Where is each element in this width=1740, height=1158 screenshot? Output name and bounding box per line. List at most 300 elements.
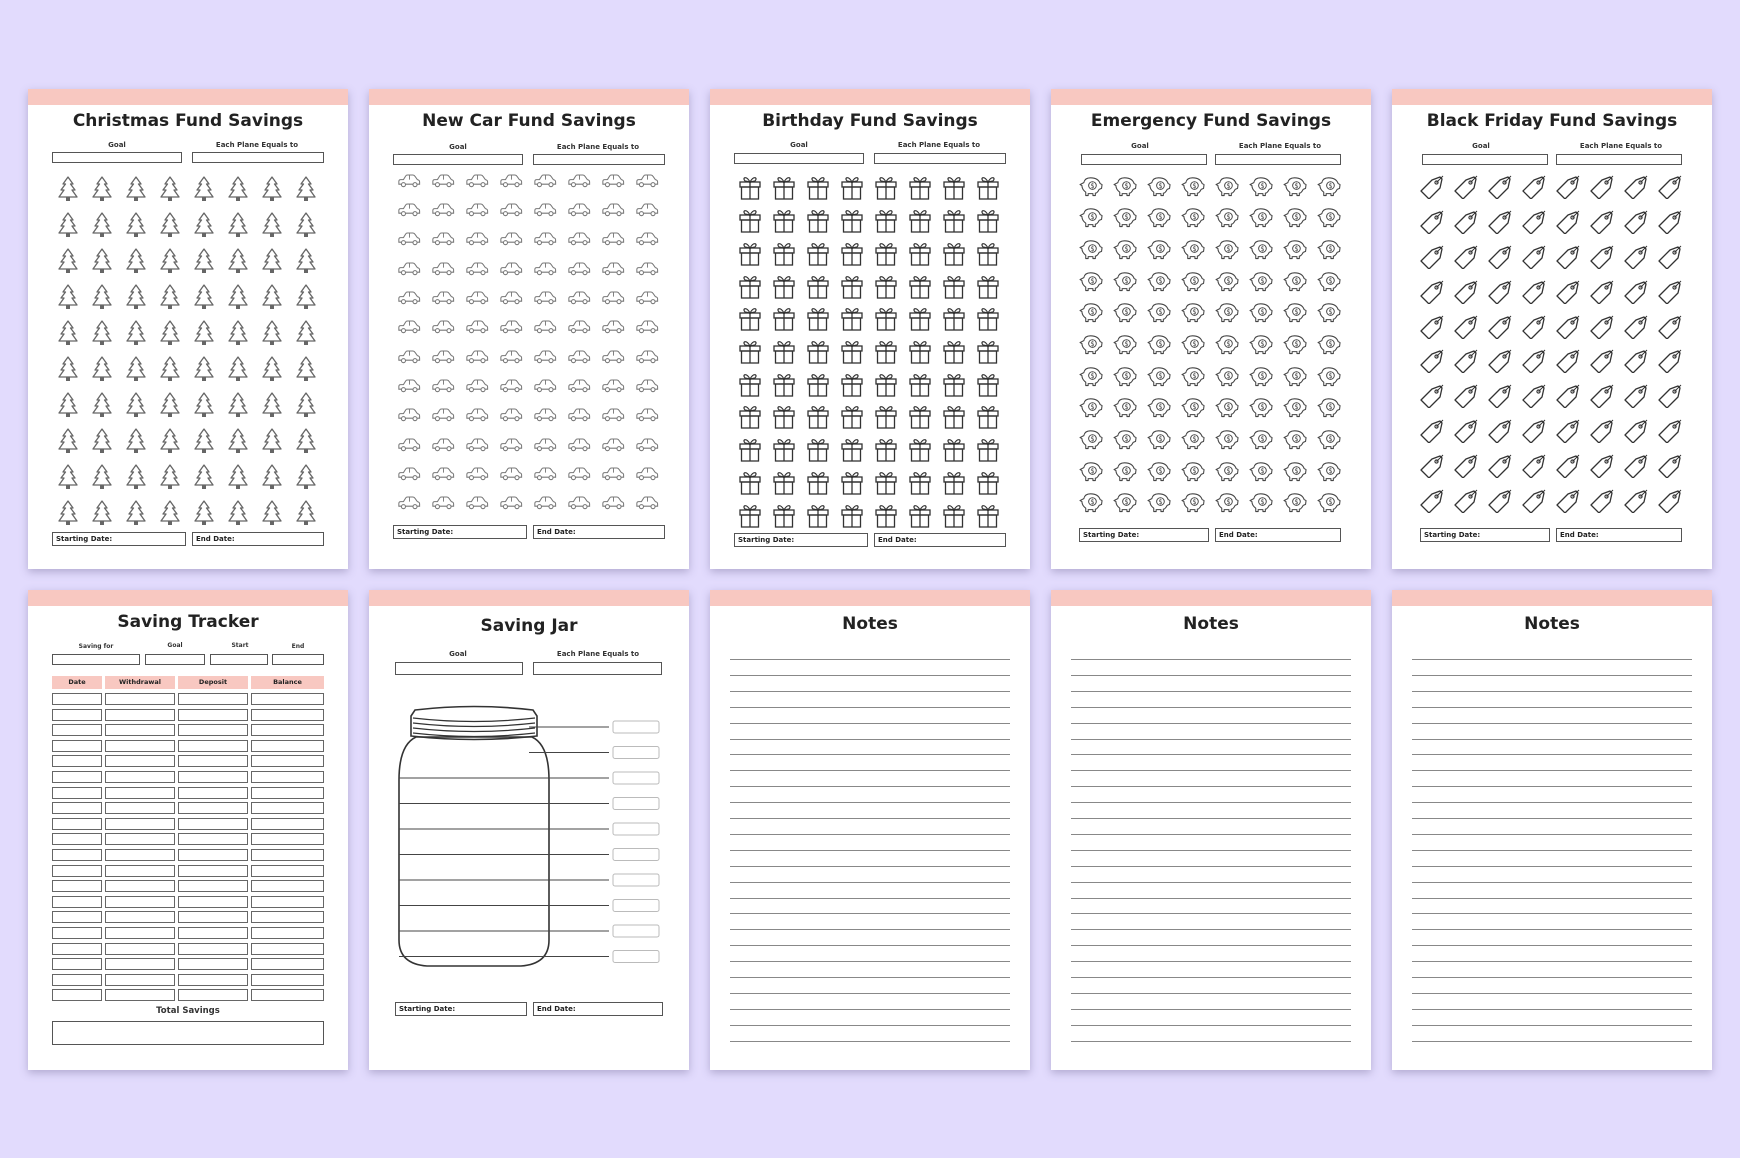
car-icon[interactable] (397, 261, 423, 287)
end-date-field[interactable]: End Date: (874, 533, 1006, 547)
note-line[interactable] (1071, 754, 1351, 755)
car-icon[interactable] (635, 349, 661, 375)
price-tag-icon[interactable] (1556, 489, 1582, 515)
table-cell[interactable] (251, 989, 324, 1001)
car-icon[interactable] (601, 437, 627, 463)
gift-box-icon[interactable] (976, 436, 1002, 462)
christmas-tree-icon[interactable] (192, 392, 218, 418)
gift-box-icon[interactable] (840, 305, 866, 331)
gift-box-icon[interactable] (840, 371, 866, 397)
christmas-tree-icon[interactable] (226, 464, 252, 490)
price-tag-icon[interactable] (1420, 210, 1446, 236)
table-cell[interactable] (251, 865, 324, 877)
note-line[interactable] (1412, 675, 1692, 676)
table-cell[interactable] (178, 802, 248, 814)
piggy-bank-icon[interactable] (1283, 490, 1309, 516)
piggy-bank-icon[interactable] (1317, 490, 1343, 516)
car-icon[interactable] (533, 495, 559, 521)
piggy-bank-icon[interactable] (1317, 364, 1343, 390)
table-cell[interactable] (52, 943, 102, 955)
price-tag-icon[interactable] (1556, 454, 1582, 480)
car-icon[interactable] (397, 349, 423, 375)
price-tag-icon[interactable] (1658, 489, 1684, 515)
christmas-tree-icon[interactable] (294, 212, 320, 238)
note-line[interactable] (1071, 1025, 1351, 1026)
gift-box-icon[interactable] (976, 174, 1002, 200)
gift-box-icon[interactable] (738, 338, 764, 364)
car-icon[interactable] (533, 407, 559, 433)
note-line[interactable] (730, 770, 1010, 771)
christmas-tree-icon[interactable] (158, 212, 184, 238)
price-tag-icon[interactable] (1658, 384, 1684, 410)
note-line[interactable] (1412, 882, 1692, 883)
price-tag-icon[interactable] (1624, 280, 1650, 306)
gift-box-icon[interactable] (976, 240, 1002, 266)
piggy-bank-icon[interactable] (1249, 174, 1275, 200)
price-tag-icon[interactable] (1658, 210, 1684, 236)
car-icon[interactable] (397, 495, 423, 521)
note-line[interactable] (1071, 770, 1351, 771)
car-icon[interactable] (567, 261, 593, 287)
note-line[interactable] (1071, 675, 1351, 676)
christmas-tree-icon[interactable] (158, 248, 184, 274)
christmas-tree-icon[interactable] (158, 500, 184, 526)
christmas-tree-icon[interactable] (260, 500, 286, 526)
christmas-tree-icon[interactable] (192, 248, 218, 274)
gift-box-icon[interactable] (942, 207, 968, 233)
piggy-bank-icon[interactable] (1181, 205, 1207, 231)
car-icon[interactable] (499, 261, 525, 287)
gift-box-icon[interactable] (772, 240, 798, 266)
gift-box-icon[interactable] (738, 469, 764, 495)
gift-box-icon[interactable] (908, 502, 934, 528)
piggy-bank-icon[interactable] (1181, 174, 1207, 200)
piggy-bank-icon[interactable] (1215, 174, 1241, 200)
price-tag-icon[interactable] (1556, 384, 1582, 410)
christmas-tree-icon[interactable] (158, 428, 184, 454)
christmas-tree-icon[interactable] (124, 392, 150, 418)
gift-box-icon[interactable] (942, 469, 968, 495)
piggy-bank-icon[interactable] (1147, 174, 1173, 200)
car-icon[interactable] (567, 437, 593, 463)
note-line[interactable] (730, 691, 1010, 692)
christmas-tree-icon[interactable] (158, 176, 184, 202)
piggy-bank-icon[interactable] (1079, 364, 1105, 390)
plane-field[interactable] (1556, 154, 1682, 165)
price-tag-icon[interactable] (1624, 315, 1650, 341)
price-tag-icon[interactable] (1488, 280, 1514, 306)
car-icon[interactable] (601, 349, 627, 375)
car-icon[interactable] (431, 407, 457, 433)
gift-box-icon[interactable] (874, 240, 900, 266)
christmas-tree-icon[interactable] (294, 248, 320, 274)
note-line[interactable] (1071, 707, 1351, 708)
piggy-bank-icon[interactable] (1215, 490, 1241, 516)
christmas-tree-icon[interactable] (192, 284, 218, 310)
christmas-tree-icon[interactable] (90, 464, 116, 490)
piggy-bank-icon[interactable] (1215, 269, 1241, 295)
price-tag-icon[interactable] (1590, 315, 1616, 341)
car-icon[interactable] (465, 202, 491, 228)
christmas-tree-icon[interactable] (56, 428, 82, 454)
christmas-tree-icon[interactable] (192, 212, 218, 238)
note-line[interactable] (730, 866, 1010, 867)
note-line[interactable] (1412, 1041, 1692, 1042)
price-tag-icon[interactable] (1420, 419, 1446, 445)
gift-box-icon[interactable] (806, 436, 832, 462)
car-icon[interactable] (601, 378, 627, 404)
end-date-field[interactable]: End Date: (192, 532, 324, 546)
note-line[interactable] (730, 707, 1010, 708)
car-icon[interactable] (465, 261, 491, 287)
christmas-tree-icon[interactable] (226, 284, 252, 310)
car-icon[interactable] (635, 466, 661, 492)
gift-box-icon[interactable] (908, 436, 934, 462)
note-line[interactable] (1412, 961, 1692, 962)
note-line[interactable] (1412, 707, 1692, 708)
car-icon[interactable] (499, 466, 525, 492)
piggy-bank-icon[interactable] (1249, 459, 1275, 485)
christmas-tree-icon[interactable] (294, 320, 320, 346)
note-line[interactable] (1412, 977, 1692, 978)
piggy-bank-icon[interactable] (1283, 427, 1309, 453)
piggy-bank-icon[interactable] (1113, 300, 1139, 326)
car-icon[interactable] (567, 349, 593, 375)
car-icon[interactable] (567, 173, 593, 199)
price-tag-icon[interactable] (1454, 349, 1480, 375)
car-icon[interactable] (499, 202, 525, 228)
table-cell[interactable] (105, 802, 175, 814)
price-tag-icon[interactable] (1658, 315, 1684, 341)
gift-box-icon[interactable] (976, 502, 1002, 528)
note-line[interactable] (1071, 913, 1351, 914)
gift-box-icon[interactable] (806, 207, 832, 233)
piggy-bank-icon[interactable] (1249, 205, 1275, 231)
car-icon[interactable] (465, 495, 491, 521)
note-line[interactable] (1412, 945, 1692, 946)
price-tag-icon[interactable] (1590, 175, 1616, 201)
piggy-bank-icon[interactable] (1283, 364, 1309, 390)
gift-box-icon[interactable] (806, 403, 832, 429)
car-icon[interactable] (431, 378, 457, 404)
christmas-tree-icon[interactable] (260, 320, 286, 346)
piggy-bank-icon[interactable] (1317, 332, 1343, 358)
end-field[interactable] (272, 654, 324, 665)
gift-box-icon[interactable] (840, 174, 866, 200)
price-tag-icon[interactable] (1522, 349, 1548, 375)
christmas-tree-icon[interactable] (56, 320, 82, 346)
car-icon[interactable] (499, 173, 525, 199)
note-line[interactable] (1412, 818, 1692, 819)
note-line[interactable] (730, 723, 1010, 724)
table-cell[interactable] (105, 833, 175, 845)
note-line[interactable] (1412, 754, 1692, 755)
piggy-bank-icon[interactable] (1147, 459, 1173, 485)
gift-box-icon[interactable] (806, 273, 832, 299)
price-tag-icon[interactable] (1590, 419, 1616, 445)
gift-box-icon[interactable] (738, 273, 764, 299)
car-icon[interactable] (567, 202, 593, 228)
christmas-tree-icon[interactable] (158, 320, 184, 346)
gift-box-icon[interactable] (874, 469, 900, 495)
car-icon[interactable] (635, 231, 661, 257)
piggy-bank-icon[interactable] (1147, 332, 1173, 358)
gift-box-icon[interactable] (772, 207, 798, 233)
table-cell[interactable] (52, 865, 102, 877)
piggy-bank-icon[interactable] (1113, 269, 1139, 295)
price-tag-icon[interactable] (1522, 245, 1548, 271)
piggy-bank-icon[interactable] (1113, 205, 1139, 231)
car-icon[interactable] (567, 466, 593, 492)
price-tag-icon[interactable] (1420, 349, 1446, 375)
car-icon[interactable] (601, 231, 627, 257)
price-tag-icon[interactable] (1454, 210, 1480, 236)
table-cell[interactable] (178, 833, 248, 845)
gift-box-icon[interactable] (942, 502, 968, 528)
price-tag-icon[interactable] (1556, 210, 1582, 236)
piggy-bank-icon[interactable] (1079, 395, 1105, 421)
gift-box-icon[interactable] (772, 403, 798, 429)
gift-box-icon[interactable] (806, 174, 832, 200)
price-tag-icon[interactable] (1522, 175, 1548, 201)
table-cell[interactable] (105, 943, 175, 955)
table-cell[interactable] (251, 724, 324, 736)
table-cell[interactable] (105, 989, 175, 1001)
christmas-tree-icon[interactable] (158, 284, 184, 310)
piggy-bank-icon[interactable] (1283, 395, 1309, 421)
piggy-bank-icon[interactable] (1317, 300, 1343, 326)
christmas-tree-icon[interactable] (56, 284, 82, 310)
price-tag-icon[interactable] (1420, 175, 1446, 201)
car-icon[interactable] (533, 173, 559, 199)
piggy-bank-icon[interactable] (1317, 269, 1343, 295)
table-cell[interactable] (251, 693, 324, 705)
price-tag-icon[interactable] (1454, 280, 1480, 306)
table-cell[interactable] (52, 724, 102, 736)
gift-box-icon[interactable] (806, 469, 832, 495)
table-cell[interactable] (178, 724, 248, 736)
note-line[interactable] (1412, 723, 1692, 724)
christmas-tree-icon[interactable] (124, 428, 150, 454)
starting-date-field[interactable]: Starting Date: (1420, 528, 1550, 542)
christmas-tree-icon[interactable] (90, 428, 116, 454)
piggy-bank-icon[interactable] (1249, 395, 1275, 421)
total-savings-field[interactable] (52, 1021, 324, 1045)
car-icon[interactable] (499, 495, 525, 521)
gift-box-icon[interactable] (908, 174, 934, 200)
gift-box-icon[interactable] (874, 305, 900, 331)
price-tag-icon[interactable] (1488, 315, 1514, 341)
note-line[interactable] (1412, 802, 1692, 803)
gift-box-icon[interactable] (738, 403, 764, 429)
gift-box-icon[interactable] (772, 305, 798, 331)
goal-field[interactable] (1422, 154, 1548, 165)
christmas-tree-icon[interactable] (260, 392, 286, 418)
starting-date-field[interactable]: Starting Date: (52, 532, 186, 546)
car-icon[interactable] (635, 378, 661, 404)
price-tag-icon[interactable] (1590, 489, 1616, 515)
piggy-bank-icon[interactable] (1215, 395, 1241, 421)
price-tag-icon[interactable] (1488, 384, 1514, 410)
piggy-bank-icon[interactable] (1147, 395, 1173, 421)
price-tag-icon[interactable] (1624, 384, 1650, 410)
car-icon[interactable] (465, 378, 491, 404)
table-cell[interactable] (105, 849, 175, 861)
table-cell[interactable] (105, 818, 175, 830)
price-tag-icon[interactable] (1454, 489, 1480, 515)
table-cell[interactable] (178, 927, 248, 939)
price-tag-icon[interactable] (1454, 384, 1480, 410)
christmas-tree-icon[interactable] (226, 500, 252, 526)
gift-box-icon[interactable] (840, 338, 866, 364)
note-line[interactable] (1412, 913, 1692, 914)
note-line[interactable] (730, 898, 1010, 899)
table-cell[interactable] (52, 693, 102, 705)
christmas-tree-icon[interactable] (226, 320, 252, 346)
note-line[interactable] (730, 977, 1010, 978)
car-icon[interactable] (601, 407, 627, 433)
christmas-tree-icon[interactable] (90, 248, 116, 274)
gift-box-icon[interactable] (840, 403, 866, 429)
price-tag-icon[interactable] (1420, 489, 1446, 515)
piggy-bank-icon[interactable] (1079, 332, 1105, 358)
note-line[interactable] (1412, 929, 1692, 930)
car-icon[interactable] (601, 466, 627, 492)
car-icon[interactable] (567, 290, 593, 316)
piggy-bank-icon[interactable] (1317, 237, 1343, 263)
christmas-tree-icon[interactable] (192, 464, 218, 490)
price-tag-icon[interactable] (1658, 245, 1684, 271)
gift-box-icon[interactable] (976, 469, 1002, 495)
piggy-bank-icon[interactable] (1181, 459, 1207, 485)
car-icon[interactable] (465, 466, 491, 492)
table-cell[interactable] (251, 911, 324, 923)
table-cell[interactable] (251, 740, 324, 752)
price-tag-icon[interactable] (1488, 210, 1514, 236)
christmas-tree-icon[interactable] (226, 248, 252, 274)
car-icon[interactable] (635, 173, 661, 199)
table-cell[interactable] (105, 787, 175, 799)
piggy-bank-icon[interactable] (1283, 205, 1309, 231)
piggy-bank-icon[interactable] (1317, 174, 1343, 200)
price-tag-icon[interactable] (1658, 419, 1684, 445)
table-cell[interactable] (105, 771, 175, 783)
note-line[interactable] (730, 882, 1010, 883)
table-cell[interactable] (105, 927, 175, 939)
price-tag-icon[interactable] (1420, 245, 1446, 271)
car-icon[interactable] (567, 378, 593, 404)
note-line[interactable] (1071, 691, 1351, 692)
car-icon[interactable] (499, 349, 525, 375)
table-cell[interactable] (105, 740, 175, 752)
piggy-bank-icon[interactable] (1215, 427, 1241, 453)
piggy-bank-icon[interactable] (1147, 205, 1173, 231)
price-tag-icon[interactable] (1556, 315, 1582, 341)
gift-box-icon[interactable] (772, 174, 798, 200)
christmas-tree-icon[interactable] (56, 248, 82, 274)
piggy-bank-icon[interactable] (1181, 364, 1207, 390)
table-cell[interactable] (52, 958, 102, 970)
gift-box-icon[interactable] (840, 240, 866, 266)
price-tag-icon[interactable] (1522, 280, 1548, 306)
christmas-tree-icon[interactable] (294, 176, 320, 202)
table-cell[interactable] (105, 911, 175, 923)
gift-box-icon[interactable] (874, 207, 900, 233)
gift-box-icon[interactable] (976, 305, 1002, 331)
piggy-bank-icon[interactable] (1079, 237, 1105, 263)
table-cell[interactable] (251, 927, 324, 939)
car-icon[interactable] (465, 173, 491, 199)
note-line[interactable] (730, 818, 1010, 819)
car-icon[interactable] (499, 378, 525, 404)
price-tag-icon[interactable] (1590, 349, 1616, 375)
note-line[interactable] (730, 1009, 1010, 1010)
note-line[interactable] (1412, 786, 1692, 787)
price-tag-icon[interactable] (1522, 454, 1548, 480)
christmas-tree-icon[interactable] (90, 284, 116, 310)
christmas-tree-icon[interactable] (90, 356, 116, 382)
car-icon[interactable] (601, 202, 627, 228)
christmas-tree-icon[interactable] (226, 428, 252, 454)
price-tag-icon[interactable] (1454, 245, 1480, 271)
christmas-tree-icon[interactable] (158, 464, 184, 490)
table-cell[interactable] (251, 833, 324, 845)
note-line[interactable] (1412, 770, 1692, 771)
piggy-bank-icon[interactable] (1147, 490, 1173, 516)
piggy-bank-icon[interactable] (1113, 490, 1139, 516)
car-icon[interactable] (635, 290, 661, 316)
price-tag-icon[interactable] (1624, 419, 1650, 445)
gift-box-icon[interactable] (874, 403, 900, 429)
christmas-tree-icon[interactable] (56, 500, 82, 526)
note-line[interactable] (1071, 739, 1351, 740)
piggy-bank-icon[interactable] (1079, 300, 1105, 326)
price-tag-icon[interactable] (1488, 419, 1514, 445)
note-line[interactable] (1412, 993, 1692, 994)
table-cell[interactable] (105, 724, 175, 736)
gift-box-icon[interactable] (738, 240, 764, 266)
table-cell[interactable] (178, 740, 248, 752)
note-line[interactable] (1071, 850, 1351, 851)
note-line[interactable] (1412, 850, 1692, 851)
goal-field[interactable] (52, 152, 182, 163)
table-cell[interactable] (105, 693, 175, 705)
car-icon[interactable] (601, 495, 627, 521)
note-line[interactable] (1412, 691, 1692, 692)
piggy-bank-icon[interactable] (1283, 174, 1309, 200)
note-line[interactable] (1071, 977, 1351, 978)
piggy-bank-icon[interactable] (1079, 490, 1105, 516)
table-cell[interactable] (251, 880, 324, 892)
note-line[interactable] (1412, 1009, 1692, 1010)
piggy-bank-icon[interactable] (1113, 332, 1139, 358)
car-icon[interactable] (567, 231, 593, 257)
goal-field[interactable] (393, 154, 523, 165)
car-icon[interactable] (431, 173, 457, 199)
gift-box-icon[interactable] (874, 338, 900, 364)
end-date-field[interactable]: End Date: (533, 1002, 663, 1016)
christmas-tree-icon[interactable] (226, 392, 252, 418)
car-icon[interactable] (465, 319, 491, 345)
car-icon[interactable] (601, 261, 627, 287)
car-icon[interactable] (567, 495, 593, 521)
piggy-bank-icon[interactable] (1147, 364, 1173, 390)
plane-field[interactable] (874, 153, 1006, 164)
christmas-tree-icon[interactable] (56, 464, 82, 490)
christmas-tree-icon[interactable] (124, 356, 150, 382)
car-icon[interactable] (635, 407, 661, 433)
price-tag-icon[interactable] (1658, 454, 1684, 480)
